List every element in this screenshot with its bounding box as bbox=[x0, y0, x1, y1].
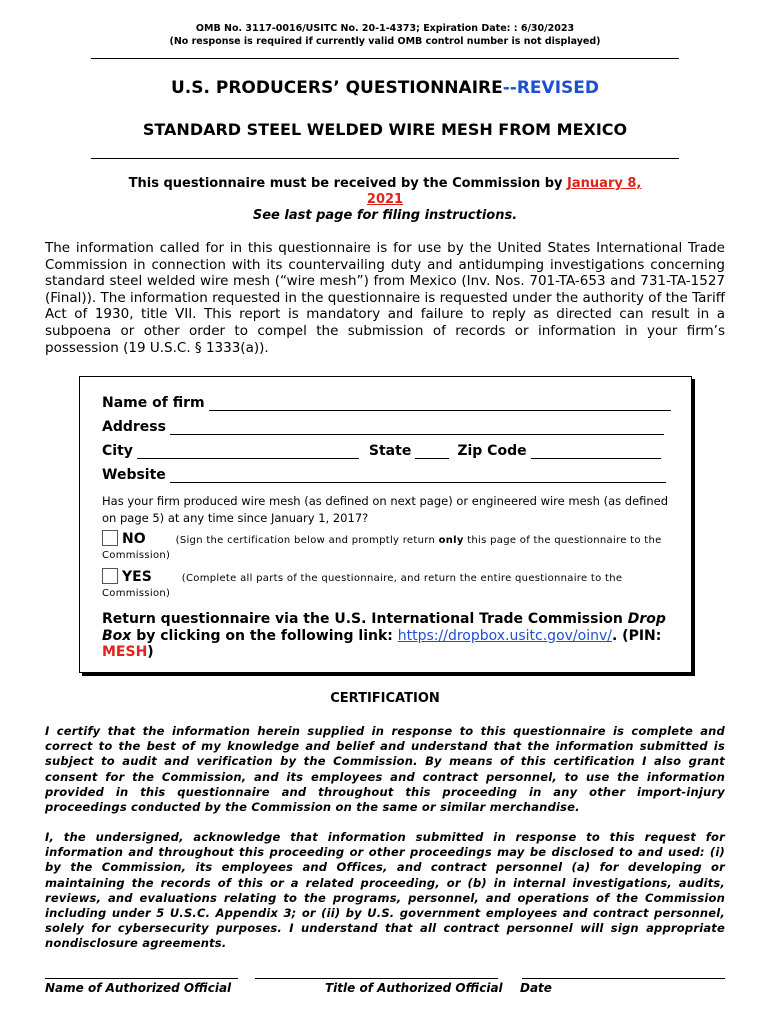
omb-header bbox=[0, 22, 770, 48]
signature-title-line[interactable] bbox=[255, 978, 498, 979]
state-label: State bbox=[368, 443, 412, 459]
signature-date-line[interactable] bbox=[522, 978, 725, 979]
deadline-year: 2021 bbox=[366, 192, 404, 207]
production-question: Has your firm produced wire mesh (as defined on next page) or engineered wire mesh (as defined on page 5) at any time since January 1, 2017? bbox=[102, 494, 669, 525]
address-row bbox=[102, 419, 664, 435]
no-instruction: (Sign the certification below and promptly return only this page of the questionnaire to the Commission) bbox=[102, 535, 662, 561]
no-checkbox[interactable] bbox=[102, 530, 118, 546]
website-row bbox=[102, 467, 666, 483]
page-title bbox=[0, 78, 770, 98]
website-field[interactable] bbox=[170, 468, 666, 483]
option-no bbox=[102, 530, 682, 563]
certification-paragraph-2: I, the undersigned, acknowledge that information submitted in response to this request for information and throughout this proceeding or other proceedings may be disclosed to and used: (i) by the Commission, its employees and Offices, and contract personnel (a) for developing or maintaining the records of this or a related proceeding, or (b) in internal investigations, audits, reviews, and evaluations relating to the programs, personnel, and operations of the Commission including under 5 U.S.C. Appendix 3; or (ii) by U.S. government employees and contract personnel, solely for cybersecurity purposes. I understand that all contract personnel will sign appropriate nondisclosure agreements. bbox=[45, 830, 725, 951]
deadline-block bbox=[100, 176, 670, 224]
top-divider bbox=[91, 58, 679, 59]
state-field[interactable] bbox=[415, 444, 449, 459]
firm-info-box bbox=[79, 376, 692, 673]
deadline-text: This questionnaire must be received by the Commission by bbox=[128, 176, 563, 191]
no-label: NO bbox=[122, 531, 146, 547]
zip-field[interactable] bbox=[531, 444, 661, 459]
pin-code: MESH bbox=[102, 644, 148, 660]
omb-note: (No response is required if currently valid OMB control number is not displayed) bbox=[169, 36, 601, 47]
address-field[interactable] bbox=[170, 420, 664, 435]
dropbox-link[interactable]: https://dropbox.usitc.gov/oinv/ bbox=[397, 627, 612, 644]
return-instructions: Return questionnaire via the U.S. International Trade Commission Drop Box by clicking on the following link: https://dropbox.usitc.gov/oinv/. (PIN: MESH) bbox=[102, 611, 666, 660]
intro-paragraph: The information called for in this questionnaire is for use by the United States International Trade Commission in connection with its countervailing duty and antidumping investigations concerning standard steel welded wire mesh (“wire mesh”) from Mexico (Inv. Nos. 701-TA-653 and 731-TA-1527 (Final)). The information requested in the questionnaire is requested under the authority of the Tariff Act of 1930, title VII. This report is mandatory and failure to reply as directed can result in a subpoena or other order to compel the submission of records or information in your firm’s possession (19 U.S.C. § 1333(a)). bbox=[45, 240, 725, 356]
city-field[interactable] bbox=[137, 444, 359, 459]
title-main: U.S. PRODUCERS’ QUESTIONNAIRE bbox=[171, 78, 503, 98]
city-state-zip-row bbox=[102, 443, 661, 459]
title-revised: --REVISED bbox=[502, 78, 599, 98]
omb-number: OMB No. 3117-0016/USITC No. 20-1-4373; Expiration Date: : 6/30/2023 bbox=[195, 23, 575, 34]
filing-instructions-note: See last page for filing instructions. bbox=[252, 208, 518, 223]
signature-title-label: Title of Authorized Official bbox=[325, 981, 503, 995]
city-label: City bbox=[102, 443, 133, 459]
yes-checkbox[interactable] bbox=[102, 568, 118, 584]
zip-label: Zip Code bbox=[457, 443, 527, 459]
certification-heading: CERTIFICATION bbox=[330, 691, 440, 706]
signature-date-label: Date bbox=[520, 981, 552, 995]
signature-name-line[interactable] bbox=[45, 978, 238, 979]
firm-name-label: Name of firm bbox=[102, 395, 205, 411]
yes-label: YES bbox=[122, 569, 152, 585]
website-label: Website bbox=[102, 467, 166, 483]
certification-paragraph-1: I certify that the information herein supplied in response to this questionnaire is complete and correct to the best of my knowledge and belief and understand that the information submitted is subject to audit and verification by the Commission. By means of this certification I also grant consent for the Commission, and its employees and contract personnel, to use the information provided in this questionnaire and throughout this proceeding in any other import-injury proceedings conducted by the Commission on the same or similar merchandise. bbox=[45, 724, 725, 815]
signature-name-label: Name of Authorized Official bbox=[45, 981, 232, 995]
title-divider bbox=[91, 158, 679, 159]
firm-name-row bbox=[102, 395, 671, 411]
deadline-date: January 8, bbox=[567, 176, 642, 191]
firm-name-field[interactable] bbox=[209, 396, 671, 411]
address-label: Address bbox=[102, 419, 166, 435]
page-subtitle: STANDARD STEEL WELDED WIRE MESH FROM MEXICO bbox=[142, 120, 628, 139]
option-yes bbox=[102, 568, 682, 601]
yes-instruction: (Complete all parts of the questionnaire, and return the entire questionnaire to the Commission) bbox=[102, 573, 623, 599]
